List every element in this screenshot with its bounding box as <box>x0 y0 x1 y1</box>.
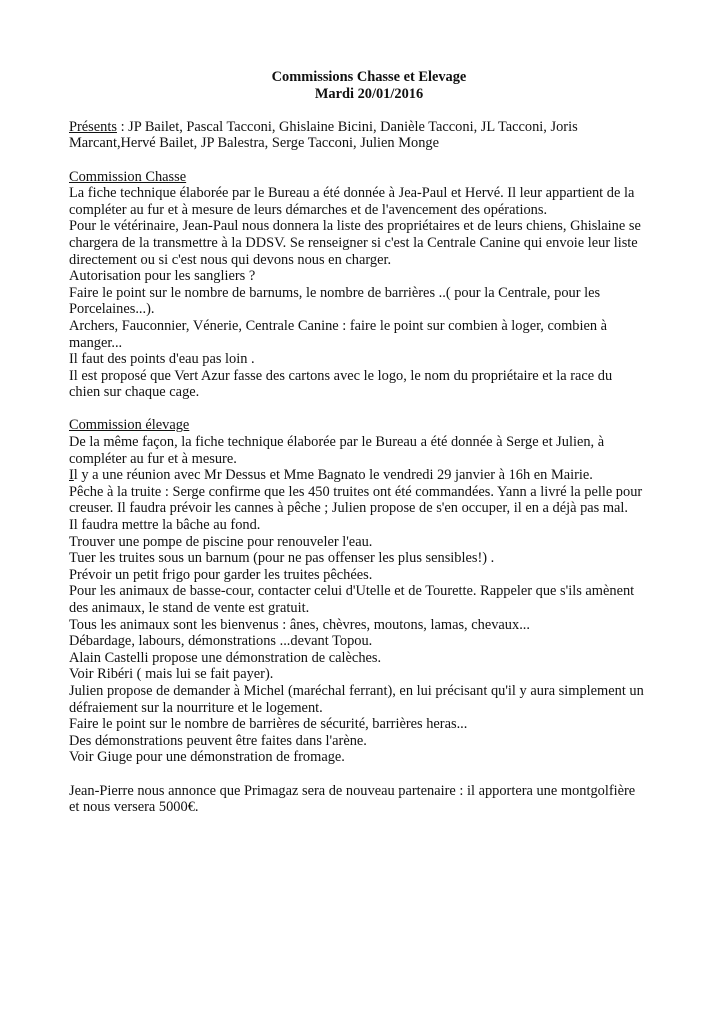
commission-elevage-heading: Commission élevage <box>69 417 190 434</box>
elevage-line: Il faudra mettre la bâche au fond. <box>69 517 261 534</box>
elevage-line: compléter au fur et à mesure. <box>69 450 237 467</box>
chasse-line: Porcelaines...). <box>69 301 155 318</box>
chasse-line: compléter au fur et à mesure de leurs démarches et de l'avencement des opérations. <box>69 201 548 218</box>
closing-paragraph <box>69 783 669 816</box>
commission-chasse-section <box>69 169 669 401</box>
chasse-line: chien sur chaque cage. <box>69 384 200 401</box>
chasse-line: La fiche technique élaborée par le Bureau a été donnée à Jea-Paul et Hervé. Il leur appartient de la <box>69 185 635 202</box>
chasse-line: Il faut des points d'eau pas loin . <box>69 351 255 368</box>
elevage-line: Pour les animaux de basse-cour, contacter celui d'Utelle et de Tourette. Rappeler que s'ils amènent <box>69 583 635 600</box>
elevage-line: Alain Castelli propose une démonstration de calèches. <box>69 649 382 666</box>
elevage-line: Tous les animaux sont les bienvenus : ânes, chèvres, moutons, lamas, chevaux... <box>69 616 530 633</box>
closing-line: Jean-Pierre nous annonce que Primagaz sera de nouveau partenaire : il apportera une montgolfière <box>69 782 636 799</box>
chasse-line: Faire le point sur le nombre de barnums, le nombre de barrières ..( pour la Centrale, pour les <box>69 284 601 301</box>
chasse-line: manger... <box>69 334 123 351</box>
document-header <box>69 69 669 102</box>
spacer <box>69 766 669 783</box>
reunion-first-letter: I <box>69 467 74 484</box>
attendees-line-1 <box>69 119 669 136</box>
elevage-line: des animaux, le stand de vente est gratuit. <box>69 600 310 616</box>
elevage-line: De la même façon, la fiche technique élaborée par le Bureau a été donnée à Serge et Julien, à <box>69 434 605 451</box>
elevage-line: Prévoir un petit frigo pour garder les truites pêchées. <box>69 566 373 583</box>
commission-elevage-section <box>69 417 669 765</box>
elevage-line: Des démonstrations peuvent être faites dans l'arène. <box>69 732 367 749</box>
attendees-label: Présents <box>69 118 117 135</box>
elevage-line: défraiement sur la nourriture et le logement. <box>69 699 323 716</box>
elevage-reunion-line <box>69 467 669 484</box>
document-page <box>69 69 669 816</box>
document-title: Commissions Chasse et Elevage <box>271 69 467 85</box>
elevage-line: Débardage, labours, démonstrations ...devant Topou. <box>69 633 373 650</box>
chasse-line: Pour le vétérinaire, Jean-Paul nous donnera la liste des propriétaires et de leurs chiens, Ghislaine se <box>69 218 641 235</box>
elevage-line: Voir Ribéri ( mais lui se fait payer). <box>69 666 274 683</box>
spacer <box>69 401 669 418</box>
chasse-line: Autorisation pour les sangliers ? <box>69 268 256 285</box>
commission-chasse-heading: Commission Chasse <box>69 168 187 185</box>
elevage-line: Tuer les truites sous un barnum (pour ne pas offenser les plus sensibles!) . <box>69 550 495 567</box>
document-date: Mardi 20/01/2016 <box>314 85 424 102</box>
attendees-names-part-1: : JP Bailet, Pascal Tacconi, Ghislaine Bicini, Danièle Tacconi, JL Tacconi, Joris <box>116 118 578 135</box>
attendees-line-2: Marcant,Hervé Bailet, JP Balestra, Serge Tacconi, Julien Monge <box>69 135 439 152</box>
spacer <box>69 102 669 119</box>
spacer <box>69 152 669 169</box>
chasse-line: directement ou si c'est nous qui devons nous en charger. <box>69 251 392 268</box>
attendees-paragraph <box>69 119 669 152</box>
reunion-text: l y a une réunion avec Mr Dessus et Mme Bagnato le vendredi 29 janvier à 16h en Mairie. <box>73 467 593 484</box>
elevage-line: Julien propose de demander à Michel (maréchal ferrant), en lui précisant qu'il y aura simplement un <box>69 682 644 699</box>
elevage-line: Voir Giuge pour une démonstration de fromage. <box>69 749 345 766</box>
elevage-line: Pêche à la truite : Serge confirme que les 450 truites ont été commandées. Yann a livré la pelle pour <box>69 483 643 500</box>
closing-line: et nous versera 5000€. <box>69 799 199 816</box>
chasse-line: chargera de la transmettre à la DDSV. Se renseigner si c'est la Centrale Canine qui envoie leur liste <box>69 234 638 251</box>
elevage-line: creuser. Il faudra prévoir les cannes à pêche ; Julien propose de s'en occuper, il en a déjà pas mal. <box>69 500 629 517</box>
chasse-line: Il est proposé que Vert Azur fasse des cartons avec le logo, le nom du propriétaire et la race du <box>69 367 613 384</box>
elevage-line: Faire le point sur le nombre de barrières de sécurité, barrières heras... <box>69 716 468 733</box>
elevage-line: Trouver une pompe de piscine pour renouveler l'eau. <box>69 533 373 550</box>
chasse-line: Archers, Fauconnier, Vénerie, Centrale Canine : faire le point sur combien à loger, combien à <box>69 317 608 334</box>
